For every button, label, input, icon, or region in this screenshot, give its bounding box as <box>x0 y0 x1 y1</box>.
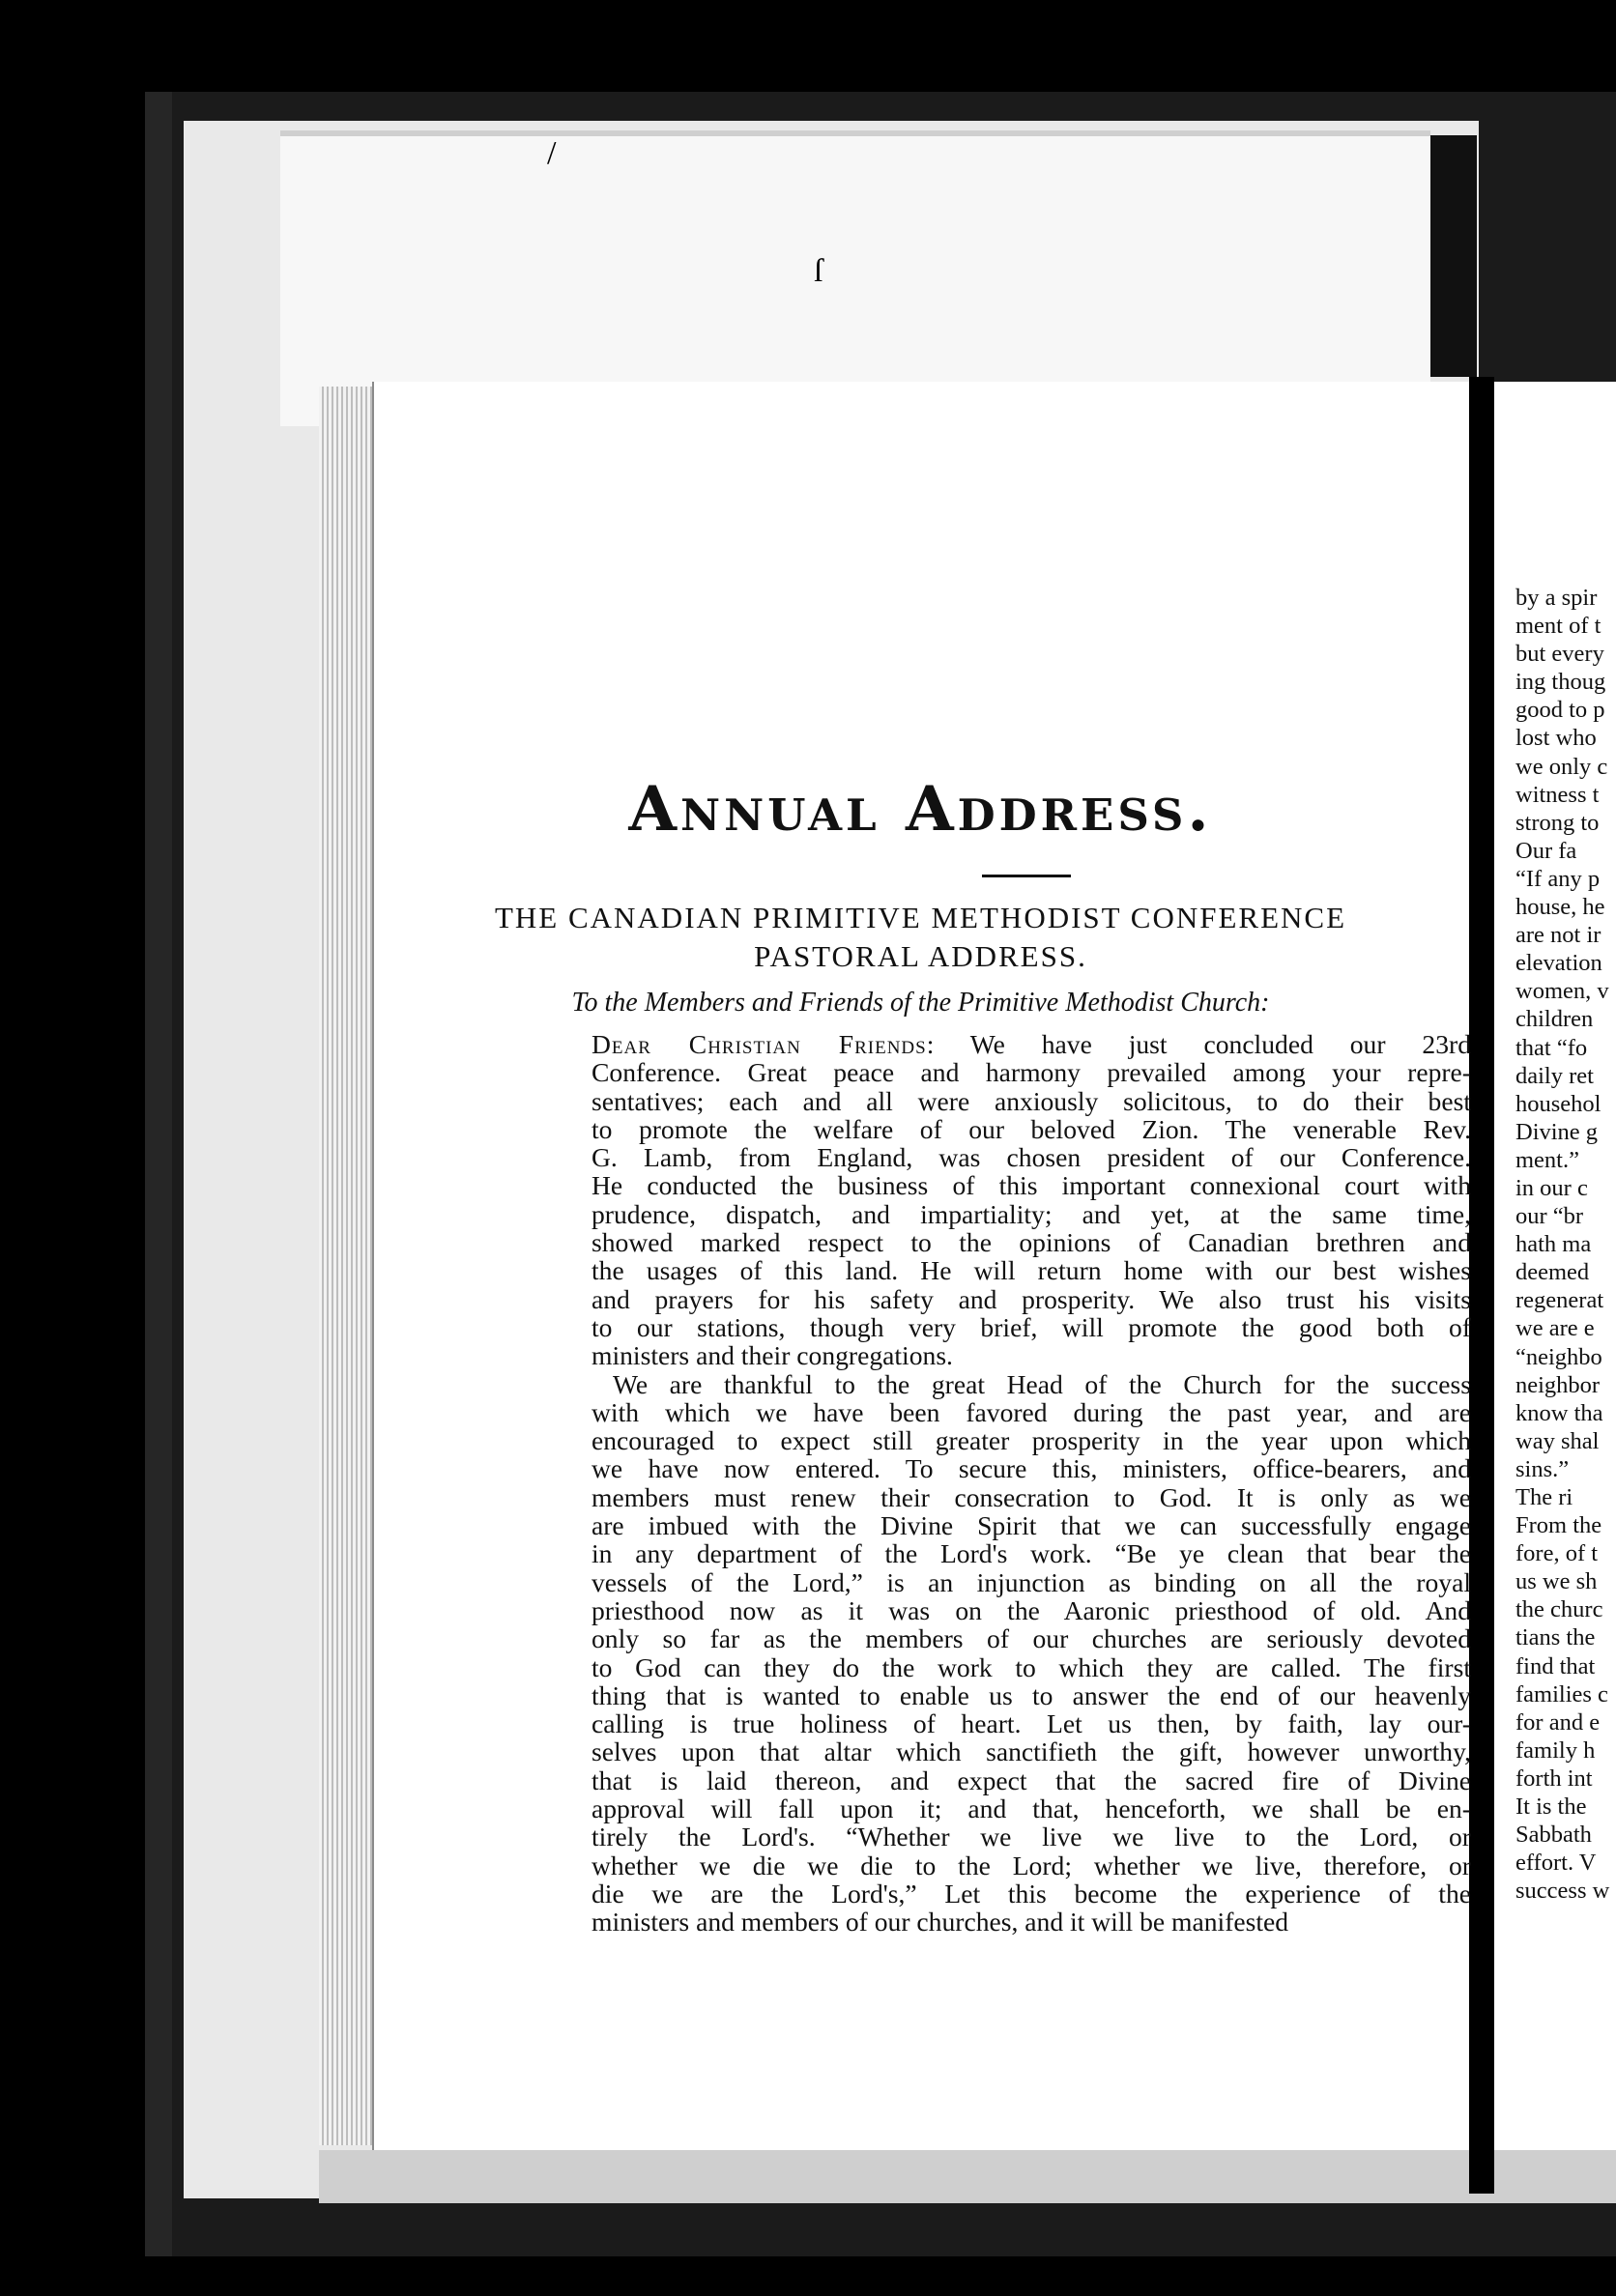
right-page-line: “neighbo <box>1515 1343 1602 1370</box>
right-page-text <box>1515 584 1616 1905</box>
right-page-line: tians the <box>1515 1624 1596 1651</box>
right-page-line: Our fa <box>1515 837 1577 864</box>
body-line: showed marked respect to the opinions of Canadian brethren and <box>592 1227 1471 1258</box>
book-gutter <box>1469 377 1494 2194</box>
right-page-line: Divine g <box>1515 1118 1599 1145</box>
right-page-line: the churc <box>1515 1596 1603 1623</box>
body-line: approval will fall upon it; and that, henceforth, we shall be en- <box>592 1794 1471 1824</box>
body-line: to promote the welfare of our beloved Zion. The venerable Rev. <box>592 1113 1471 1144</box>
right-page-line: ment.” <box>1515 1146 1579 1173</box>
right-page-line: strong to <box>1515 809 1600 836</box>
right-page-line: witness t <box>1515 781 1600 808</box>
stray-mark: ſ <box>814 253 823 289</box>
body-line: and prayers for his safety and prosperity. We also trust his visits <box>592 1283 1471 1314</box>
right-page-line: for and e <box>1515 1708 1601 1736</box>
right-page-line: by a spir <box>1515 585 1598 611</box>
body-line: we have now entered. To secure this, ministers, office-bearers, and <box>592 1453 1471 1484</box>
right-page-line: success w <box>1515 1878 1610 1905</box>
right-page-line: in our c <box>1515 1174 1588 1201</box>
body-line: encouraged to expect still greater prosperity in the year upon which <box>592 1425 1471 1456</box>
right-page-line: Sabbath <box>1515 1822 1592 1849</box>
right-page-line: lost who <box>1515 725 1597 752</box>
right-page-line: ing thoug <box>1515 669 1606 696</box>
body-line: selves upon that altar which sanctifieth the gift, however unworthy, <box>592 1736 1471 1767</box>
body-line: are imbued with the Divine Spirit that we can successfully engage <box>592 1510 1471 1541</box>
title-rule <box>982 875 1071 877</box>
right-page-line: “If any p <box>1515 865 1601 892</box>
body-line: that is laid thereon, and expect that the sacred fire of Divine <box>592 1765 1471 1795</box>
body-line: only so far as the members of our churches are seriously devoted <box>592 1623 1471 1654</box>
right-page-line: way shal <box>1515 1427 1600 1454</box>
right-page-line: good to p <box>1515 697 1605 724</box>
right-page-line: fore, of t <box>1515 1540 1599 1567</box>
body-line: : We have just concluded our 23rd <box>926 1029 1471 1059</box>
body-line: the usages of this land. He will return home with our best wishes <box>592 1255 1471 1286</box>
right-page-line: are not ir <box>1515 922 1602 949</box>
body-line: ministers and their congregations. <box>592 1340 953 1371</box>
right-page-line: children <box>1515 1006 1594 1033</box>
opening-words: Dear Christian Friends <box>592 1029 927 1059</box>
right-page-line: but every <box>1515 641 1604 668</box>
body-line: priesthood now as it was on the Aaronic priesthood of old. And <box>592 1594 1471 1625</box>
right-page-line: us we sh <box>1515 1568 1598 1595</box>
right-page-line: From the <box>1515 1512 1602 1539</box>
body-line: vessels of the Lord,” is an injunction as binding on all the royal <box>592 1566 1471 1597</box>
right-page-line: deemed <box>1515 1259 1590 1286</box>
page-bottom-edge <box>319 2150 1616 2203</box>
right-page-line: regenerat <box>1515 1287 1604 1314</box>
address-body <box>592 1030 1471 1937</box>
right-page-line: family h <box>1515 1736 1596 1764</box>
body-line: sentatives; each and all were anxiously solicitous, to do their best <box>592 1085 1471 1116</box>
body-line: with which we have been favored during the past year, and are <box>592 1396 1471 1427</box>
body-line: Conference. Great peace and harmony prevailed among your repre- <box>592 1057 1471 1088</box>
body-line: in any department of the Lord's work. “Be ye clean that bear the <box>592 1538 1471 1569</box>
address-heading <box>372 899 1469 976</box>
salutation: To the Members and Friends of the Primitive Methodist Church: <box>571 988 1270 1018</box>
heading-line: PASTORAL ADDRESS. <box>754 939 1087 973</box>
right-page-line: we only c <box>1515 753 1608 780</box>
right-page-line: effort. V <box>1515 1850 1597 1877</box>
body-line: calling is true holiness of heart. Let us then, by faith, lay our- <box>592 1708 1471 1739</box>
body-line: thing that is wanted to enable us to answer the end of our heavenly <box>592 1679 1471 1710</box>
right-page-line: The ri <box>1515 1484 1573 1510</box>
right-page-line: daily ret <box>1515 1062 1594 1089</box>
body-line: We are thankful to the great Head of the Church for the success <box>613 1368 1471 1399</box>
body-line: die we are the Lord's,” Let this become the experience of the <box>592 1878 1471 1909</box>
body-line: whether we die we die to the Lord; whether we live, therefore, or <box>592 1850 1471 1880</box>
body-line: members must renew their consecration to God. It is only as we <box>592 1481 1471 1512</box>
right-page-line: neighbor <box>1515 1371 1601 1398</box>
underlying-page-edge <box>1430 135 1477 377</box>
body-line: G. Lamb, from England, was chosen president of our Conference. <box>592 1142 1471 1173</box>
body-line: He conducted the business of this important connexional court with <box>592 1170 1471 1201</box>
body-line: ministers and members of our churches, and it will be manifested <box>592 1907 1289 1937</box>
first-line <box>592 1030 1471 1058</box>
body-line: prudence, dispatch, and impartiality; and yet, at the same time, <box>592 1198 1471 1229</box>
right-page-line: house, he <box>1515 894 1605 921</box>
right-page-line: ment of t <box>1515 613 1602 640</box>
right-page-line: families c <box>1515 1680 1608 1708</box>
page-title: Annual Address. <box>628 773 1213 846</box>
right-page-line: It is the <box>1515 1794 1587 1821</box>
right-page-line: find that <box>1515 1652 1596 1679</box>
stray-mark: / <box>547 135 557 171</box>
right-page-line: our “br <box>1515 1203 1584 1230</box>
right-page-line: we are e <box>1515 1315 1595 1342</box>
right-page-line: elevation <box>1515 950 1602 977</box>
body-line: to our stations, though very brief, will promote the good both of <box>592 1311 1471 1342</box>
body-line: tirely the Lord's. “Whether we live we live to the Lord, or <box>592 1822 1471 1852</box>
right-page-line: that “fo <box>1515 1034 1588 1061</box>
body-line: to God can they do the work to which they are called. The first <box>592 1651 1471 1682</box>
right-page-line: hath ma <box>1515 1231 1592 1258</box>
right-page-line: forth int <box>1515 1765 1593 1792</box>
right-page-line: househol <box>1515 1090 1602 1117</box>
heading-line: THE CANADIAN PRIMITIVE METHODIST CONFERENCE <box>494 901 1347 934</box>
right-page-line: know tha <box>1515 1399 1603 1426</box>
right-page-line: women, v <box>1515 978 1609 1005</box>
right-page-line: sins.” <box>1515 1455 1570 1482</box>
